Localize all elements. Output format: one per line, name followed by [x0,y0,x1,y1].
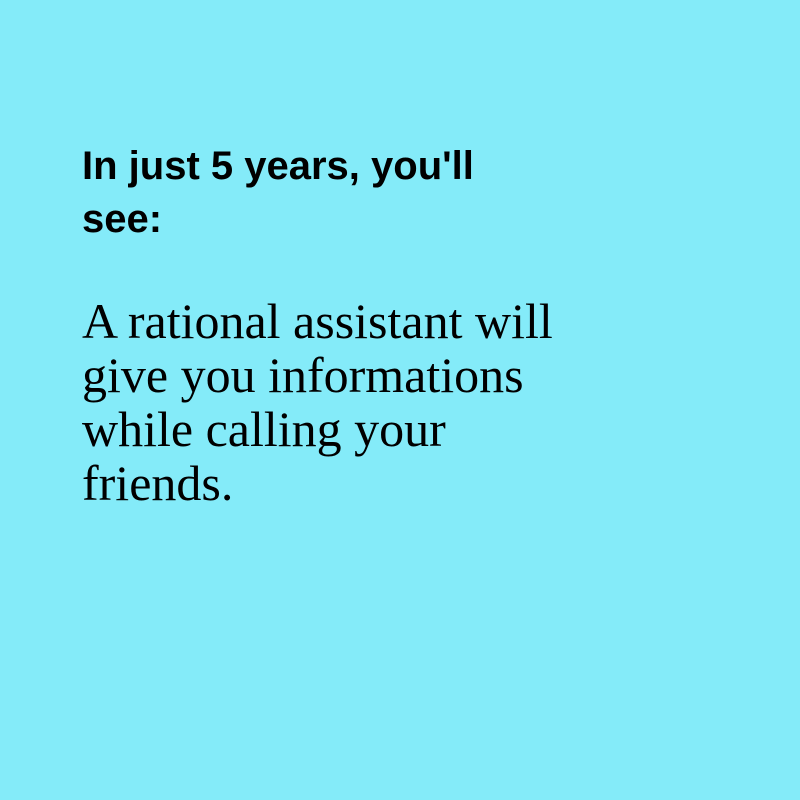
body-line-4: friends. [82,455,234,511]
body-line-1: A rational assistant will [82,293,553,349]
body-line-2: give you informations [82,347,524,403]
headline-line-1: In just 5 years, you'll [82,144,474,188]
body-line-3: while calling your [82,401,446,457]
headline [82,140,662,246]
body-text [82,294,662,510]
headline-line-2: see: [82,197,163,241]
